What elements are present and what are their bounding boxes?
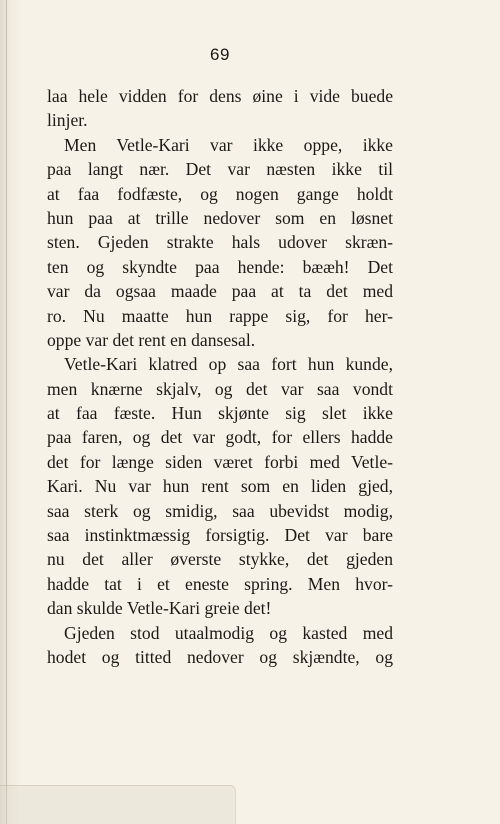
text-line: oppe var det rent en dansesal.	[47, 329, 256, 350]
body-text	[47, 84, 393, 669]
binding-edge	[6, 0, 7, 824]
text-line: saa instinktmæssig forsigtig. Det var bare	[47, 525, 393, 546]
text-line: paa faren, og det var godt, for ellers hadde	[47, 427, 393, 448]
text-line: ro. Nu maatte hun rappe sig, for her-	[47, 305, 393, 326]
text-line: Kari. Nu var hun rent som en liden gjed,	[47, 476, 393, 497]
text-line: sten. Gjeden strakte hals udover skræn-	[47, 232, 393, 253]
scan-corner-shadow	[0, 785, 236, 824]
text-line: Men Vetle-Kari var ikke oppe, ikke	[64, 134, 393, 155]
text-line: ten og skyndte paa hende: bææh! Det	[47, 256, 393, 277]
text-line: dan skulde Vetle-Kari greie det!	[47, 598, 272, 619]
text-line: hun paa at trille nedover som en løsnet	[47, 207, 393, 228]
text-line: linjer.	[47, 110, 88, 131]
text-line: at faa fæste. Hun skjønte sig slet ikke	[47, 403, 393, 424]
text-line: paa langt nær. Det var næsten ikke til	[47, 159, 393, 180]
page-number: 69	[210, 45, 230, 64]
text-line: Gjeden stod utaalmodig og kasted med	[64, 622, 393, 643]
text-line: var da ogsaa maade paa at ta det med	[47, 281, 393, 302]
text-line: hodet og titted nedover og skjændte, og	[47, 646, 393, 667]
text-line: laa hele vidden for dens øine i vide buede	[47, 86, 393, 106]
text-line: Vetle-Kari klatred op saa fort hun kunde,	[64, 354, 393, 375]
text-line: det for længe siden været forbi med Vetle-	[47, 451, 393, 472]
text-line: nu det aller øverste stykke, det gjeden	[47, 549, 393, 570]
text-line: men knærne skjalv, og det var saa vondt	[47, 378, 393, 399]
text-line: saa sterk og smidig, saa ubevidst modig,	[47, 500, 393, 521]
text-line: at faa fodfæste, og nogen gange holdt	[47, 183, 393, 204]
text-line: hadde tat i et eneste spring. Men hvor-	[47, 573, 393, 594]
